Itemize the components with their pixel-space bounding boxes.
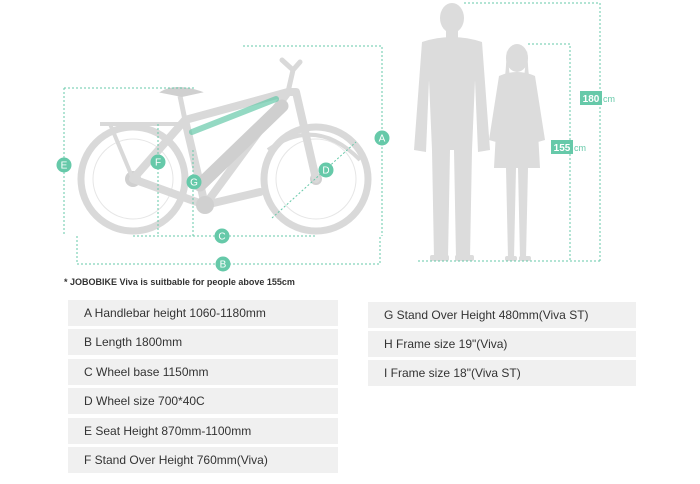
height-label-155: [551, 140, 586, 154]
saddle: [162, 88, 200, 96]
svg-text:G: G: [190, 177, 198, 189]
suitability-note: * JOBOBIKE Viva is suitbable for people above 155cm: [64, 277, 295, 287]
spec-frame-size-viva: H Frame size 19"(Viva): [368, 331, 636, 357]
spec-stand-over-viva-st: G Stand Over Height 480mm(Viva ST): [368, 302, 636, 328]
woman-silhouette: [489, 44, 545, 261]
marker-c: [215, 229, 230, 244]
marker-b: [216, 257, 231, 272]
svg-text:cm: cm: [574, 143, 586, 153]
spec-wheel-size: D Wheel size 700*40C: [68, 388, 338, 414]
bike-frame: [133, 92, 316, 205]
marker-f: [151, 155, 166, 170]
height-label-180: [580, 91, 615, 105]
spec-frame-size-viva-st: I Frame size 18"(Viva ST): [368, 360, 636, 386]
svg-text:D: D: [322, 165, 330, 177]
svg-text:F: F: [154, 157, 162, 169]
marker-g: [187, 175, 202, 190]
spec-handlebar-height: A Handlebar height 1060-1180mm: [68, 300, 338, 326]
svg-text:180: 180: [582, 94, 600, 105]
svg-text:B: B: [219, 259, 227, 271]
svg-text:C: C: [218, 231, 226, 243]
svg-text:A: A: [378, 133, 386, 145]
marker-e: [57, 158, 72, 173]
marker-d: [319, 163, 334, 178]
svg-text:155: 155: [553, 143, 571, 154]
spec-wheel-base: C Wheel base 1150mm: [68, 359, 338, 385]
battery: [200, 106, 282, 185]
bike-illustration: [81, 60, 368, 231]
spec-seat-height: E Seat Height 870mm-1100mm: [68, 418, 338, 444]
svg-text:cm: cm: [603, 94, 615, 104]
marker-a: [375, 131, 390, 146]
man-silhouette: [414, 3, 490, 261]
svg-text:E: E: [60, 160, 68, 172]
spec-length: B Length 1800mm: [68, 329, 338, 355]
spec-stand-over-viva: F Stand Over Height 760mm(Viva): [68, 447, 338, 473]
handlebar: [282, 60, 300, 92]
